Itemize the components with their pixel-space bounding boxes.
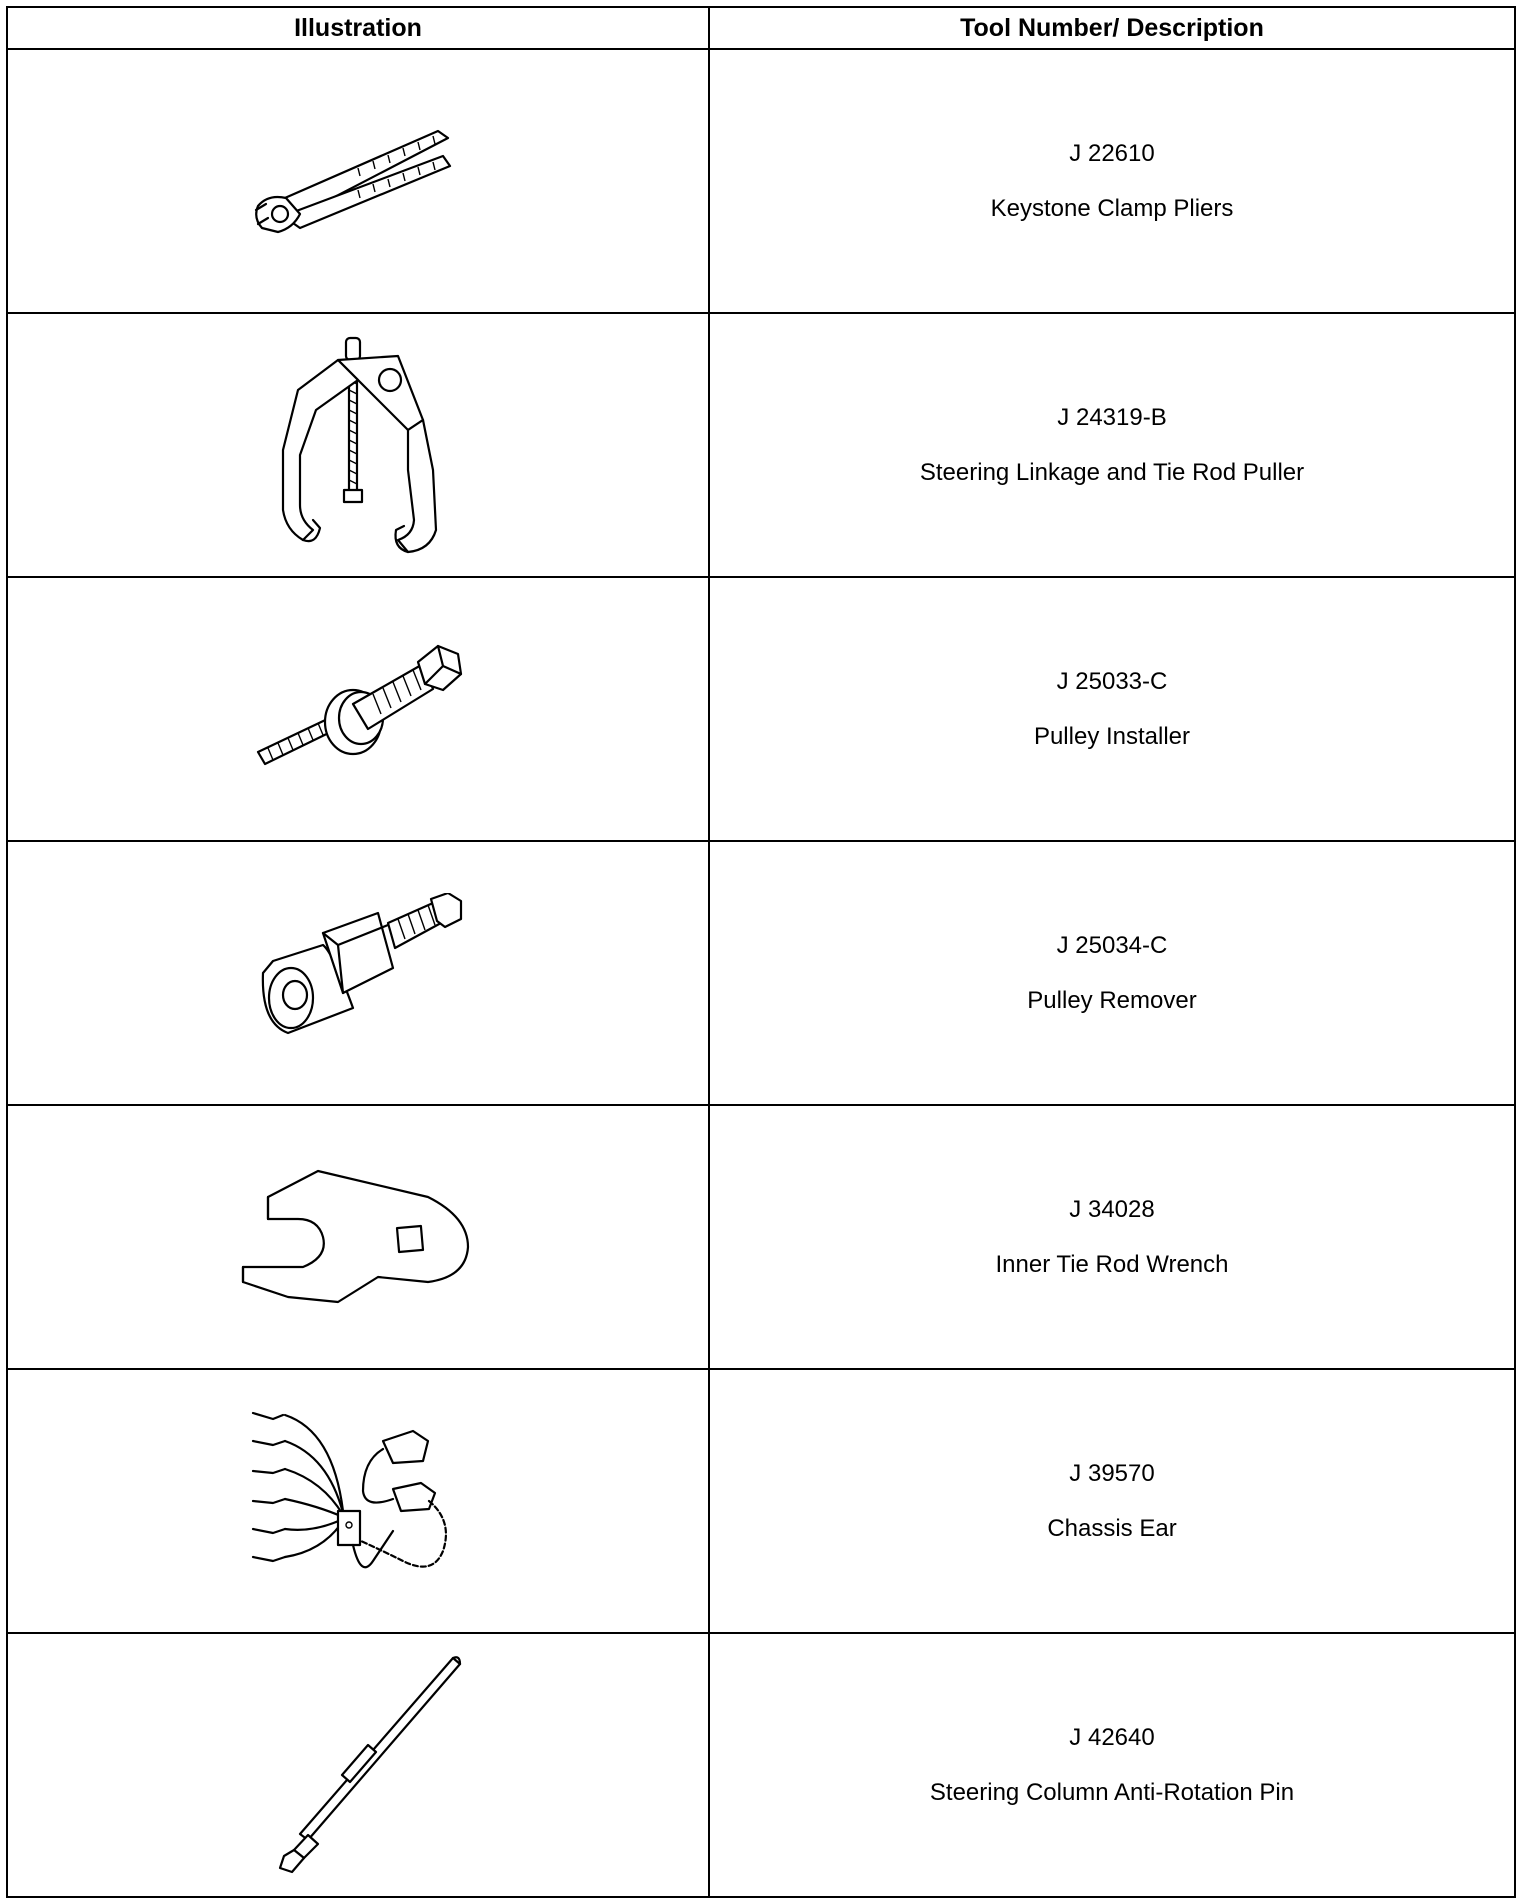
table-row	[7, 313, 1515, 577]
tool-number: J 25034-C	[1056, 931, 1168, 959]
tool-cell	[709, 841, 1515, 1105]
table-row	[7, 841, 1515, 1105]
illustration-cell	[7, 1633, 709, 1897]
tool-description: Pulley Remover	[1027, 986, 1197, 1014]
tool-number: J 34028	[1069, 1195, 1155, 1223]
tool-description: Inner Tie Rod Wrench	[995, 1250, 1229, 1278]
table-row	[7, 1369, 1515, 1633]
tool-table	[6, 6, 1516, 1898]
tool-header: Tool Number/ Description	[709, 7, 1515, 49]
anti-rotation-pin-icon	[238, 1650, 478, 1880]
illustration-cell	[7, 1369, 709, 1633]
tie-rod-puller-icon	[258, 330, 458, 560]
tool-cell	[709, 1369, 1515, 1633]
pliers-icon	[238, 106, 478, 256]
tool-description: Chassis Ear	[1047, 1514, 1177, 1542]
tool-cell	[709, 1633, 1515, 1897]
illustration-cell	[7, 1105, 709, 1369]
tool-number: J 25033-C	[1056, 667, 1168, 695]
chassis-ear-icon	[243, 1401, 473, 1601]
illustration-cell	[7, 577, 709, 841]
tool-number: J 22610	[1069, 139, 1155, 167]
tool-cell	[709, 313, 1515, 577]
tool-description: Keystone Clamp Pliers	[990, 194, 1234, 222]
tool-description: Steering Linkage and Tie Rod Puller	[919, 458, 1305, 486]
table-row	[7, 1105, 1515, 1369]
pulley-remover-icon	[243, 893, 473, 1053]
tool-description: Pulley Installer	[1033, 722, 1191, 750]
illustration-cell	[7, 49, 709, 313]
pulley-installer-icon	[243, 634, 473, 784]
tool-cell	[709, 49, 1515, 313]
table-row	[7, 1633, 1515, 1897]
header-row	[7, 7, 1515, 49]
wrench-icon	[228, 1157, 488, 1317]
tool-cell	[709, 577, 1515, 841]
tool-number: J 24319-B	[1057, 403, 1167, 431]
illustration-header: Illustration	[7, 7, 709, 49]
table-row	[7, 49, 1515, 313]
tool-number: J 39570	[1069, 1459, 1155, 1487]
tool-cell	[709, 1105, 1515, 1369]
illustration-cell	[7, 313, 709, 577]
table-row	[7, 577, 1515, 841]
tool-number: J 42640	[1069, 1723, 1155, 1751]
tool-description: Steering Column Anti-Rotation Pin	[929, 1778, 1295, 1806]
illustration-cell	[7, 841, 709, 1105]
